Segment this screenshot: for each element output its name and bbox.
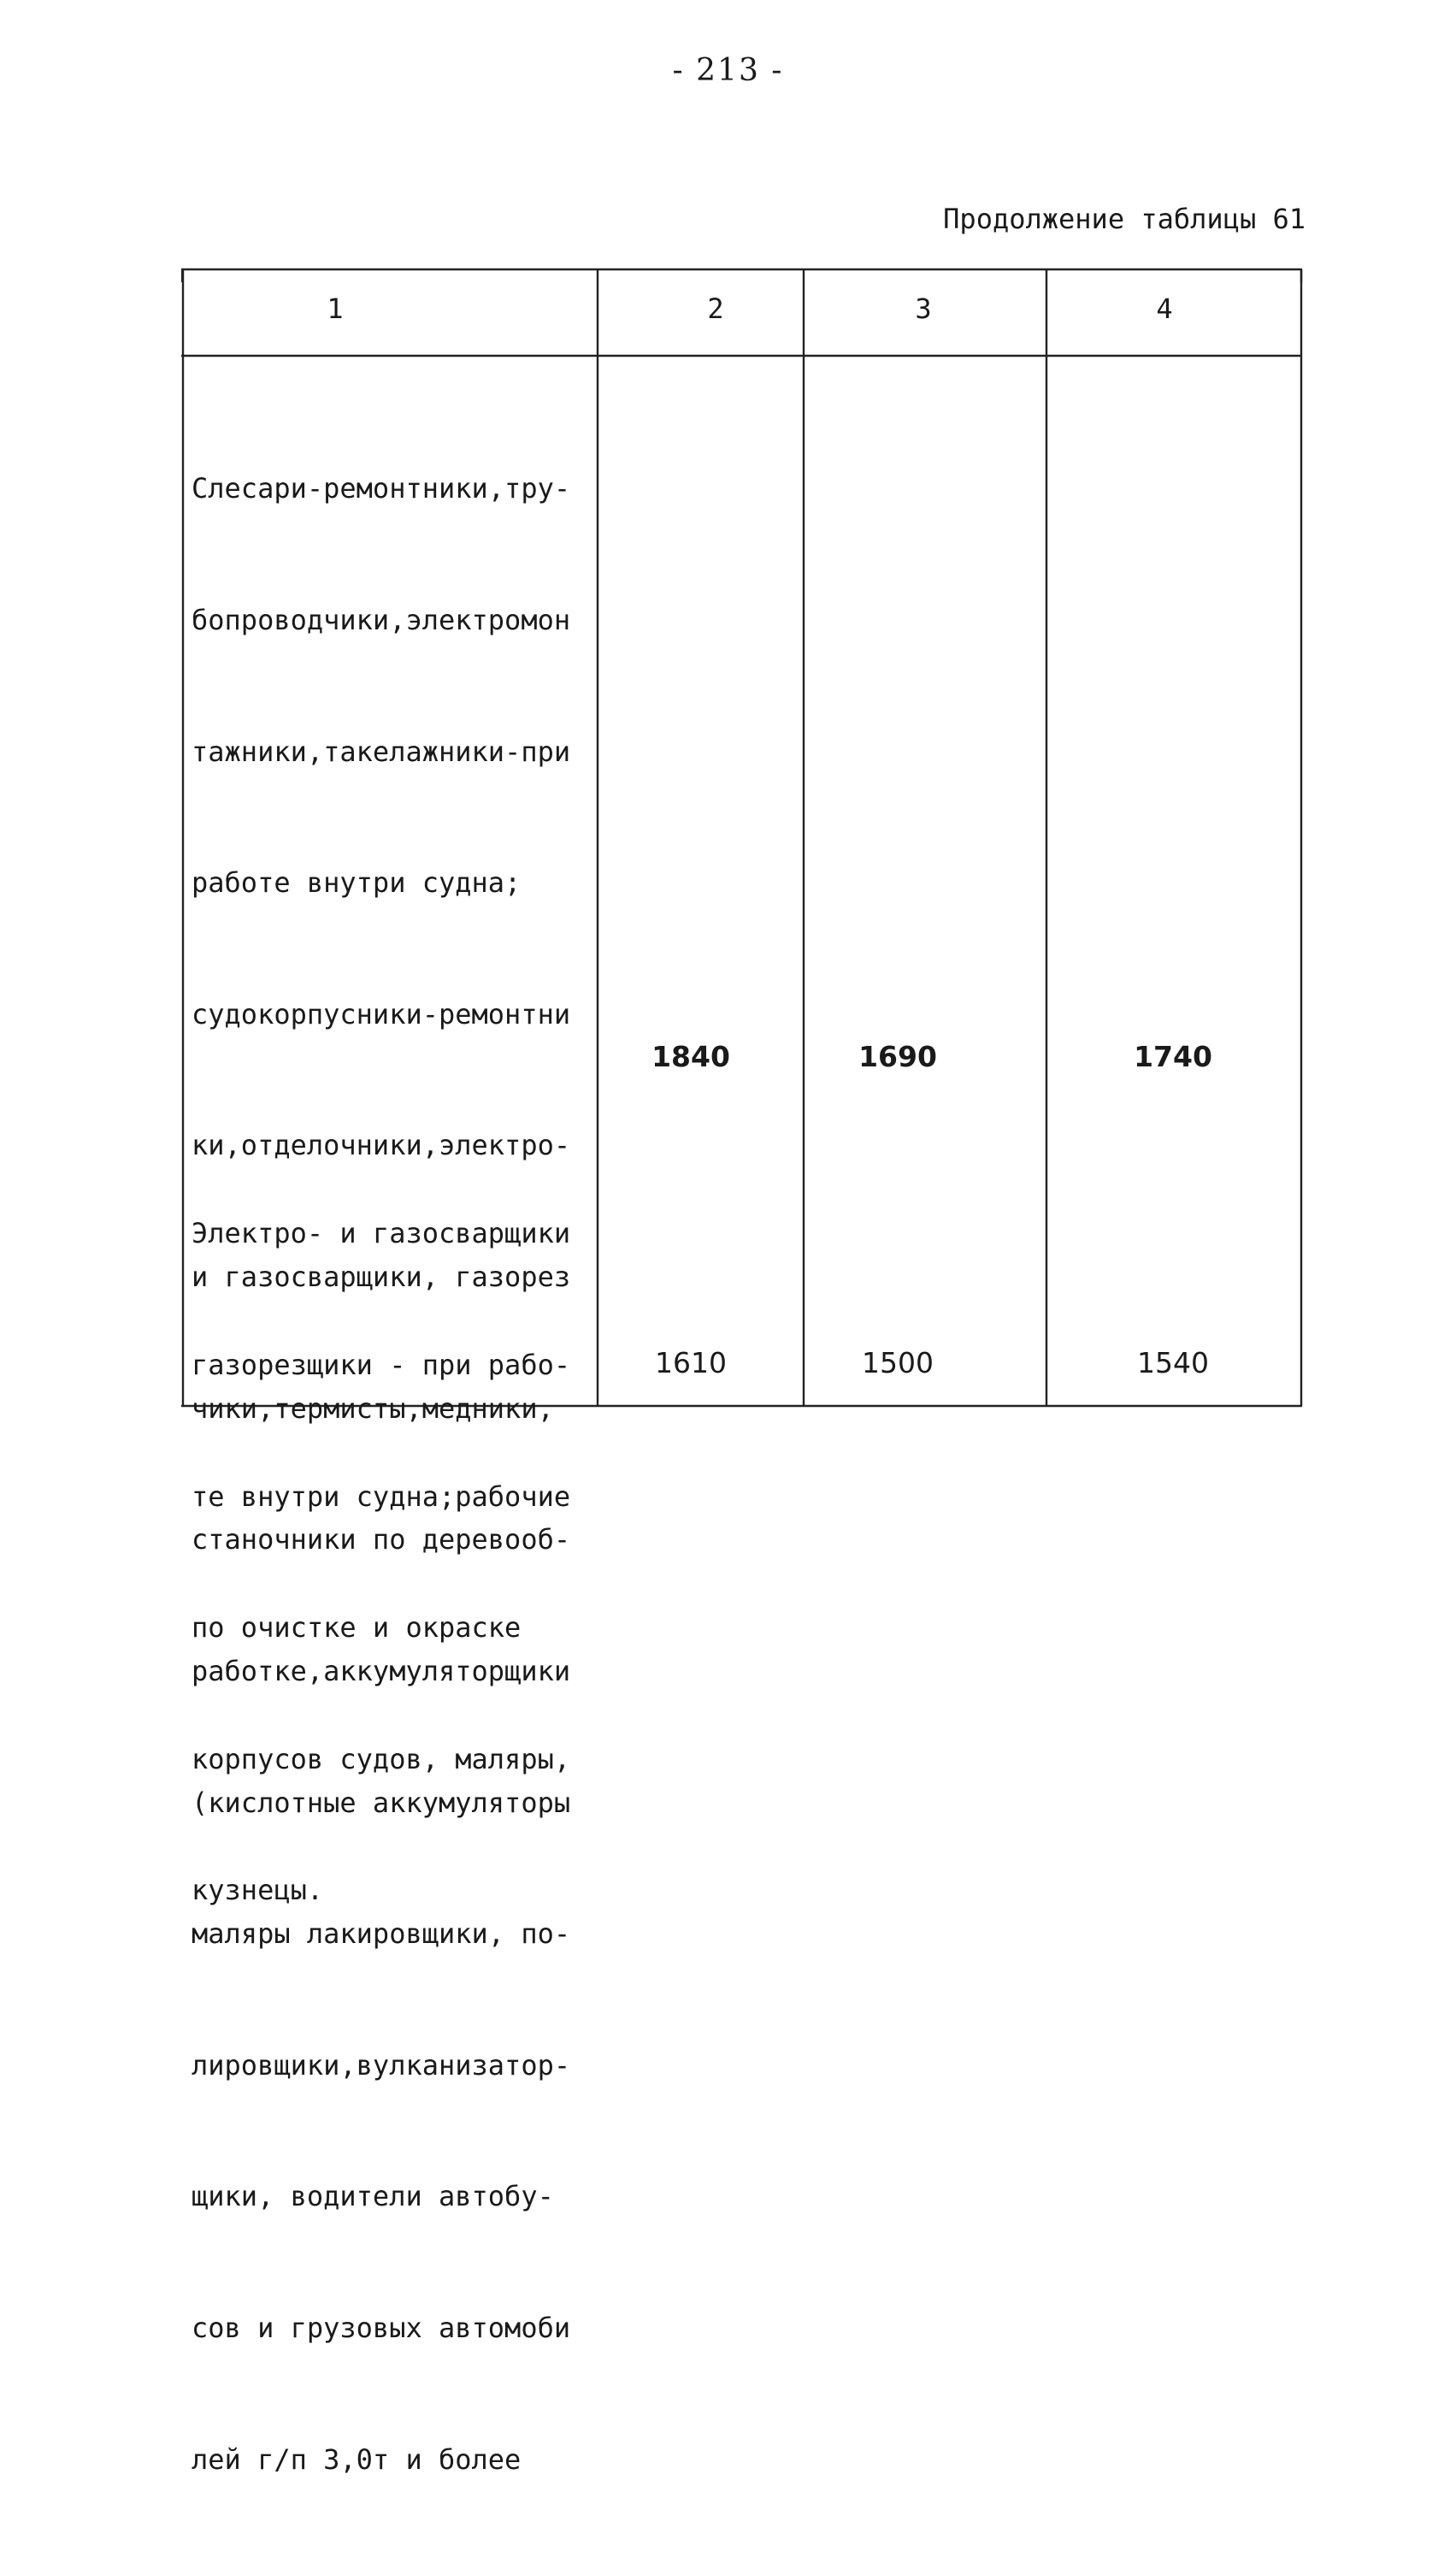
- data-table: [181, 267, 1303, 2476]
- row-2-col-4-value: 1540: [1137, 1346, 1209, 1379]
- description-line: ки,отделочники,электро-: [192, 1129, 571, 1162]
- row-1-col-3-value: 1690: [858, 1040, 937, 1073]
- description-line: корпусов судов, маляры,: [192, 1742, 571, 1775]
- description-line: станочники по деревооб-: [192, 1523, 571, 1556]
- description-line: лей г/п 3,0т и более: [192, 2442, 522, 2476]
- description-line: маляры лакировщики, по-: [192, 1917, 571, 1951]
- row-1-col-4-value: 1740: [1134, 1040, 1212, 1073]
- description-line: сов и грузовых автомоби: [192, 2311, 571, 2344]
- description-line: кузнецы.: [192, 1874, 324, 1907]
- row-2-description: [192, 1125, 570, 2000]
- page-number: - 213 -: [672, 53, 784, 88]
- description-line: (кислотные аккумуляторы: [192, 1786, 571, 1819]
- description-line: те внутри судна;рабочие: [192, 1479, 571, 1513]
- description-line: Электро- и газосварщики: [192, 1217, 571, 1250]
- description-line: судокорпусники-ремонтни: [192, 997, 571, 1031]
- header-col-1: 1: [327, 292, 344, 325]
- description-line: лировщики,вулканизатор-: [192, 2048, 571, 2082]
- description-line: работе внутри судна;: [192, 866, 522, 900]
- description-line: газорезщики - при рабо-: [192, 1349, 571, 1382]
- description-line: бопроводчики,электромон: [192, 604, 571, 637]
- description-line: работке,аккумуляторщики: [192, 1654, 571, 1687]
- description-line: и газосварщики, газорез: [192, 1261, 571, 1294]
- header-col-2: 2: [707, 292, 724, 325]
- header-col-3: 3: [915, 292, 932, 325]
- description-line: тажники,такелажники-при: [192, 735, 571, 768]
- description-line: по очистке и окраске: [192, 1611, 522, 1645]
- header-col-4: 4: [1156, 292, 1173, 325]
- row-2-col-3-value: 1500: [862, 1346, 934, 1379]
- description-line: чики,термисты,медники,: [192, 1391, 554, 1425]
- description-line: щики, водители автобу-: [192, 2180, 554, 2213]
- row-2-col-2-value: 1610: [655, 1346, 727, 1379]
- description-line: Слесари-ремонтники,тру-: [192, 472, 571, 505]
- row-1-col-2-value: 1840: [651, 1040, 730, 1073]
- table-caption: Продолжение таблицы 61: [943, 203, 1306, 235]
